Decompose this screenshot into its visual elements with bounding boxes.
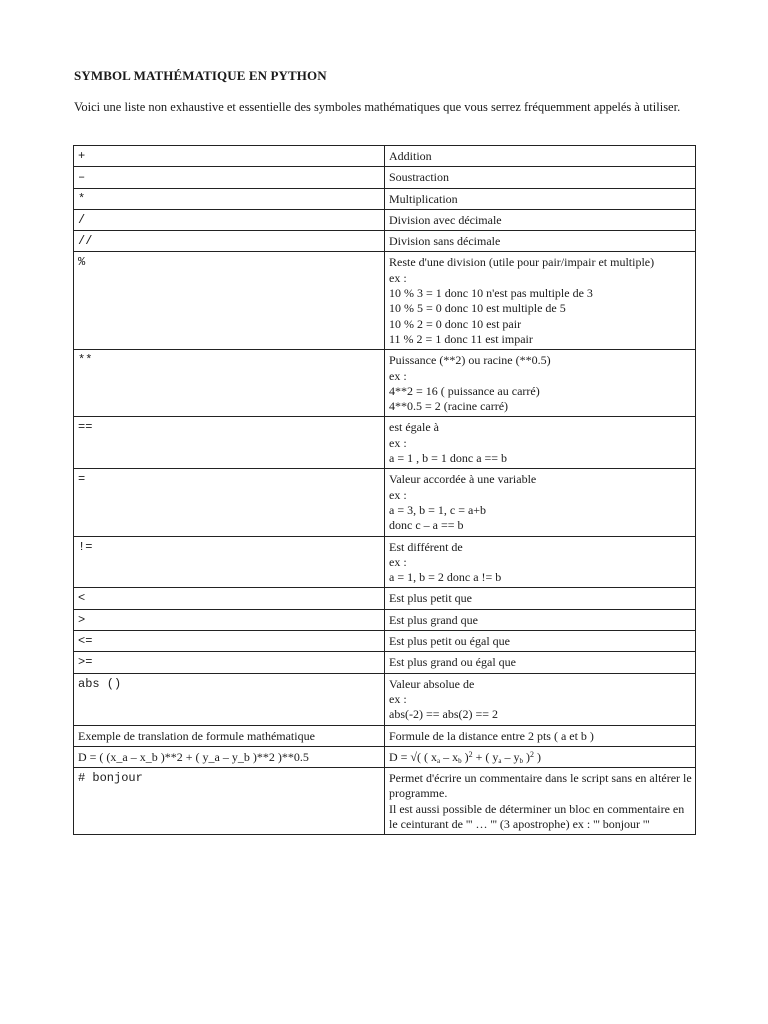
description-cell	[385, 252, 696, 350]
table-row	[74, 188, 696, 209]
description-cell	[385, 146, 696, 167]
description-line: Multiplication	[389, 191, 458, 206]
table-row	[74, 673, 696, 725]
description-cell	[385, 469, 696, 536]
formula-text: – x	[440, 749, 459, 764]
description-line: 10 % 3 = 1 donc 10 n'est pas multiple de 3	[389, 286, 593, 301]
description-cell	[385, 350, 696, 417]
description-cell	[385, 652, 696, 673]
symbols-table	[73, 145, 696, 835]
description-line: Valeur accordée à une variable	[389, 472, 537, 487]
table-row	[74, 631, 696, 652]
description-line: est égale à	[389, 420, 439, 435]
description-line: abs(-2) == abs(2) == 2	[389, 707, 499, 722]
formula-subscript: b	[458, 756, 462, 765]
description-line: Division avec décimale	[389, 212, 502, 227]
description-line: Est plus grand que	[389, 612, 478, 627]
description-line: 10 % 5 = 0 donc 10 est multiple de 5	[389, 301, 566, 316]
distance-formula	[389, 750, 692, 765]
table-row	[74, 252, 696, 350]
description-cell	[385, 231, 696, 252]
description-line: a = 3, b = 1, c = a+b	[389, 502, 487, 517]
formula-text: )	[461, 749, 469, 764]
description-line: Puissance (**2) ou racine (**0.5)	[389, 353, 551, 368]
formula-subscript: b	[519, 756, 523, 765]
description-line: Il est aussi possible de déterminer un bloc en commentaire en le ceinturant de ''' … ''' (3 apostrophe) ex : ''' bonjour '''	[389, 801, 685, 831]
description-line: ex :	[389, 691, 407, 706]
description-cell	[385, 588, 696, 609]
formula-superscript: 2	[530, 749, 534, 759]
description-cell	[385, 417, 696, 469]
symbol-cell: ==	[74, 417, 385, 469]
symbol-cell: abs ()	[74, 673, 385, 725]
formula-superscript: 2	[468, 749, 473, 759]
description-line: a = 1 , b = 1 donc a == b	[389, 451, 508, 466]
description-line: Valeur absolue de	[389, 676, 475, 691]
table-row	[74, 725, 696, 746]
table-row	[74, 417, 696, 469]
description-cell	[385, 536, 696, 588]
description-cell	[385, 725, 696, 746]
symbol-cell: =	[74, 469, 385, 536]
symbol-cell: !=	[74, 536, 385, 588]
description-line: Division sans décimale	[389, 234, 501, 249]
description-line: Permet d'écrire un commentaire dans le script sans en altérer le programme.	[389, 771, 692, 801]
description-line: 10 % 2 = 0 donc 10 est pair	[389, 316, 522, 331]
formula-subscript: a	[498, 756, 502, 765]
symbol-cell: Exemple de translation de formule mathématique	[74, 725, 385, 746]
description-line: ex :	[389, 270, 407, 285]
description-line: Reste d'une division (utile pour pair/impair et multiple)	[389, 255, 655, 270]
symbol-cell: **	[74, 350, 385, 417]
table-row	[74, 588, 696, 609]
description-cell	[385, 188, 696, 209]
description-line: donc c – a == b	[389, 518, 464, 533]
formula-text: + ( y	[472, 749, 499, 764]
symbol-cell: /	[74, 209, 385, 230]
description-line: Est plus petit que	[389, 591, 472, 606]
description-line: Est différent de	[389, 539, 463, 554]
table-row	[74, 469, 696, 536]
table-row	[74, 652, 696, 673]
formula-subscript: a	[437, 756, 441, 765]
description-cell	[385, 609, 696, 630]
description-line: 4**2 = 16 ( puissance au carré)	[389, 383, 540, 398]
symbol-cell: %	[74, 252, 385, 350]
symbol-cell: *	[74, 188, 385, 209]
description-line: 4**0.5 = 2 (racine carré)	[389, 399, 509, 414]
symbol-cell: <	[74, 588, 385, 609]
table-row	[74, 231, 696, 252]
description-line: Soustraction	[389, 170, 449, 185]
table-row	[74, 768, 696, 835]
description-line: a = 1, b = 2 donc a != b	[389, 570, 502, 585]
formula-cell	[385, 746, 696, 767]
description-cell	[385, 768, 696, 835]
table-row	[74, 746, 696, 767]
formula-text: – y	[501, 749, 520, 764]
formula-text: D = √( ( x	[389, 749, 438, 764]
table-row	[74, 609, 696, 630]
description-line: ex :	[389, 554, 407, 569]
table-row	[74, 209, 696, 230]
symbol-cell: >	[74, 609, 385, 630]
description-line: ex :	[389, 368, 407, 383]
symbol-cell: >=	[74, 652, 385, 673]
symbol-cell: D = ( (x_a – x_b )**2 + ( y_a – y_b )**2 )**0.5	[74, 746, 385, 767]
description-line: Formule de la distance entre 2 pts ( a et b )	[389, 728, 594, 743]
formula-text: )	[534, 749, 541, 764]
description-cell	[385, 209, 696, 230]
description-line: ex :	[389, 435, 407, 450]
table-row	[74, 146, 696, 167]
symbol-cell: +	[74, 146, 385, 167]
description-line: 11 % 2 = 1 donc 11 est impair	[389, 331, 533, 346]
intro-paragraph: Voici une liste non exhaustive et essentielle des symboles mathématiques que vous serrez fréquemment appelés à utiliser.	[74, 100, 681, 114]
description-line: Est plus grand ou égal que	[389, 655, 516, 670]
symbol-cell: <=	[74, 631, 385, 652]
table-row	[74, 350, 696, 417]
description-line: ex :	[389, 487, 407, 502]
symbol-cell: –	[74, 167, 385, 188]
description-cell	[385, 167, 696, 188]
description-line: Addition	[389, 149, 432, 163]
table-row	[74, 536, 696, 588]
table-row	[74, 167, 696, 188]
symbol-cell: # bonjour	[74, 768, 385, 835]
symbol-cell: //	[74, 231, 385, 252]
description-cell	[385, 631, 696, 652]
formula-text: )	[523, 749, 530, 764]
description-cell	[385, 673, 696, 725]
page-title: SYMBOL MATHÉMATIQUE EN PYTHON	[74, 68, 327, 83]
description-line: Est plus petit ou égal que	[389, 634, 510, 649]
